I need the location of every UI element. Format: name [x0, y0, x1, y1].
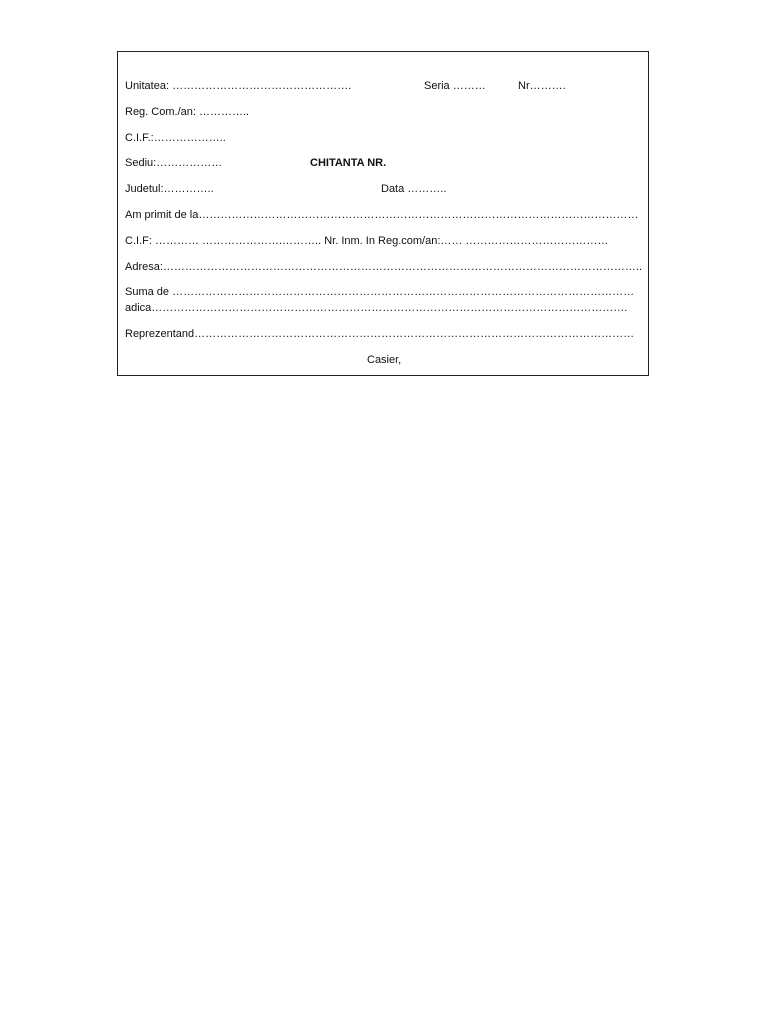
unitatea-field: Unitatea: ………………………………………….	[125, 80, 352, 92]
seria-field: Seria ………	[424, 80, 486, 92]
nr-field: Nr……….	[518, 80, 566, 92]
am-primit-field: Am primit de la…………………………………………………………………………………………………………	[125, 209, 639, 221]
reg-com-field: Reg. Com./an: …………..	[125, 106, 250, 118]
suma-field: Suma de ………………………………………………………………………………………………………………	[125, 286, 635, 298]
reprezentand-field: Reprezentand…………………………………………………………………………………………………………	[125, 328, 635, 340]
receipt-title: CHITANTA NR.	[310, 157, 387, 169]
judetul-field: Judetul:…………..	[125, 183, 214, 195]
sediu-field: Sediu:………………	[125, 157, 223, 169]
cif-line-field: C.I.F: ………… ………………….……….. Nr. Inm. In Reg.com/an:…… …………………………………	[125, 235, 609, 247]
adica-field: adica………………………………………………………………………………………………………………….	[125, 302, 628, 314]
data-field: Data ………..	[381, 183, 447, 195]
adresa-field: Adresa:…………………………………………………………………………………………………………………..	[125, 261, 643, 273]
casier-label: Casier,	[367, 354, 402, 366]
cif-top-field: C.I.F.:………………..	[125, 132, 226, 144]
